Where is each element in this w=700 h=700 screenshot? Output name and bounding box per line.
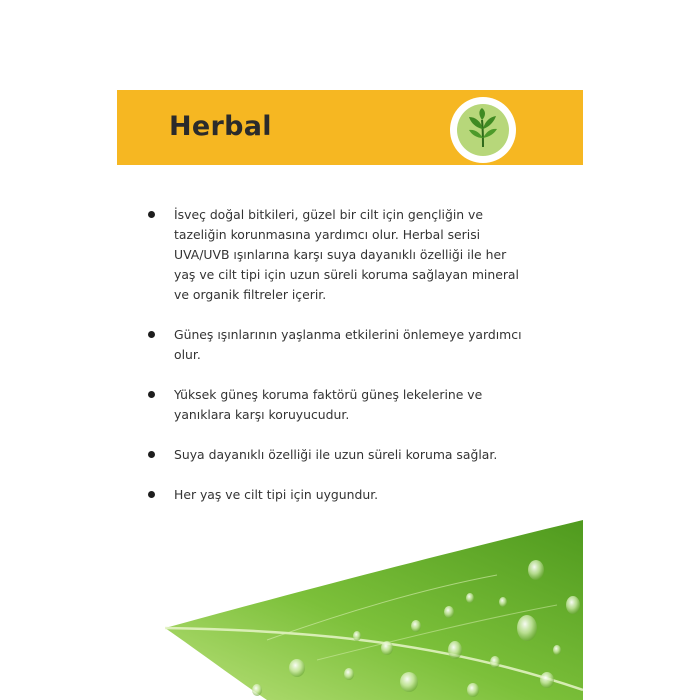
bullet-icon <box>148 491 155 498</box>
bullet-icon <box>148 331 155 338</box>
bullet-icon <box>148 211 155 218</box>
herbal-badge <box>450 97 516 163</box>
leaf-shape <box>165 520 583 700</box>
list-item-text: Suya dayanıklı özelliği ile uzun süreli koruma sağlar. <box>174 447 498 462</box>
product-info-card <box>117 0 583 700</box>
list-item <box>147 325 527 365</box>
feature-list <box>147 205 527 525</box>
herbal-leaf-icon <box>457 104 509 156</box>
list-item <box>147 445 527 465</box>
list-item-text: İsveç doğal bitkileri, güzel bir cilt için gençliğin ve tazeliğin korunmasına yardımcı olur. Herbal serisi UVA/UVB ışınlarına karşı suya dayanıklı özelliği ile her yaş ve cilt tipi için uzun süreli koruma sağlayan mineral ve organik filtreler içerir. <box>174 207 519 302</box>
list-item <box>147 385 527 425</box>
bullet-icon <box>148 391 155 398</box>
list-item-text: Her yaş ve cilt tipi için uygundur. <box>174 487 379 502</box>
page-title: Herbal <box>169 111 272 142</box>
bullet-icon <box>148 451 155 458</box>
list-item <box>147 205 527 305</box>
list-item-text: Yüksek güneş koruma faktörü güneş lekelerine ve yanıklara karşı koruyucudur. <box>174 387 483 422</box>
list-item-text: Güneş ışınlarının yaşlanma etkilerini önlemeye yardımcı olur. <box>174 327 522 362</box>
list-item <box>147 485 527 505</box>
water-drops <box>252 560 580 697</box>
